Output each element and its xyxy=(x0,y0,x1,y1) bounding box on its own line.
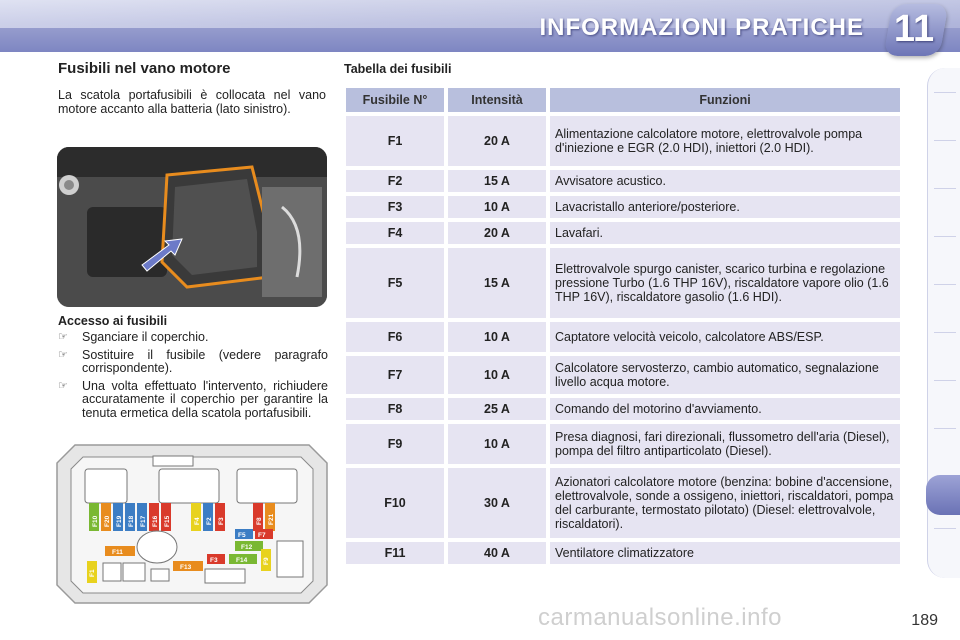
fuse-label: F21 xyxy=(268,513,275,525)
fuse-function: Azionatori calcolatore motore (benzina: bobine d'accensione, elettrovalvole, sonde a ossigeno, iniettori, riscaldatori, pompa del carburante, termostato pilotato) (Diesel: elettrovalvole, riscaldatori). xyxy=(550,468,900,538)
fuse-rating: 25 A xyxy=(448,398,546,420)
column-header: Funzioni xyxy=(550,88,900,112)
access-steps-list xyxy=(58,331,328,424)
step-text: Una volta effettuato l'intervento, richiudere accuratamente il coperchio per garantire la tenuta ermetica della scatola portafusibili. xyxy=(82,378,328,420)
pointing-hand-icon: ☞ xyxy=(58,348,68,361)
fuse-number: F9 xyxy=(346,424,444,464)
table-row xyxy=(346,322,900,352)
fuse-function: Avvisatore acustico. xyxy=(550,170,900,192)
fuse-number: F4 xyxy=(346,222,444,244)
table-row xyxy=(346,116,900,166)
table-row xyxy=(346,542,900,564)
fuse-function: Lavacristallo anteriore/posteriore. xyxy=(550,196,900,218)
fuse-label: F13 xyxy=(180,564,192,571)
fuse-function: Ventilatore climatizzatore xyxy=(550,542,900,564)
fuse-label: F14 xyxy=(236,557,248,564)
table-row xyxy=(346,196,900,218)
fuse-rating: 10 A xyxy=(448,196,546,218)
fuse-function: Calcolatore servosterzo, cambio automatico, segnalazione livello acqua motore. xyxy=(550,356,900,394)
fuse-label: F18 xyxy=(128,515,135,527)
fuse-function: Alimentazione calcolatore motore, elettrovalvole pompa d'iniezione e EGR (2.0 HDI), iniettori (2.0 HDI). xyxy=(550,116,900,166)
section-title: INFORMAZIONI PRATICHE xyxy=(539,14,864,41)
tab-divider xyxy=(934,140,956,141)
engine-bay-illustration xyxy=(57,147,327,307)
fuse-number: F7 xyxy=(346,356,444,394)
fuse-label: F11 xyxy=(112,549,123,556)
tab-divider xyxy=(934,332,956,333)
chapter-number: 11 xyxy=(893,8,935,50)
fuse-number: F10 xyxy=(346,468,444,538)
column-header: Fusibile N° xyxy=(346,88,444,112)
fuse-number: F5 xyxy=(346,248,444,318)
fuse-function: Presa diagnosi, fari direzionali, flussometro dell'aria (Diesel), pompa del filtro antiparticolato (Diesel). xyxy=(550,424,900,464)
fuse-label: F17 xyxy=(140,515,147,527)
fuse-rating: 15 A xyxy=(448,170,546,192)
fuse-label: F19 xyxy=(116,515,123,527)
table-row xyxy=(346,170,900,192)
fuse-label: F2 xyxy=(206,517,213,525)
fuse-label: F15 xyxy=(164,515,171,527)
watermark: carmanualsonline.info xyxy=(538,604,782,631)
fuse-label: F20 xyxy=(104,515,111,527)
page-heading: Fusibili nel vano motore xyxy=(58,60,231,77)
table-row xyxy=(346,356,900,394)
fuse-number: F3 xyxy=(346,196,444,218)
fuse-number: F11 xyxy=(346,542,444,564)
table-row xyxy=(346,222,900,244)
fuse-rating: 30 A xyxy=(448,468,546,538)
fuse-box-illustration xyxy=(55,443,329,605)
active-chapter-tab xyxy=(926,475,960,515)
fuse-number: F6 xyxy=(346,322,444,352)
fuse-label: F5 xyxy=(238,532,246,539)
fuse-number: F2 xyxy=(346,170,444,192)
fuse-label: F9 xyxy=(263,557,270,565)
table-title: Tabella dei fusibili xyxy=(344,62,452,76)
fuse-rating: 10 A xyxy=(448,424,546,464)
page-number: 189 xyxy=(911,612,938,629)
fuse-table xyxy=(342,84,904,568)
fuse-label: F1 xyxy=(89,569,96,577)
fuse-label: F8 xyxy=(256,517,263,525)
fuse-box-diagram xyxy=(55,443,329,605)
fuse-function: Lavafari. xyxy=(550,222,900,244)
fuse-rating: 40 A xyxy=(448,542,546,564)
table-header-row xyxy=(346,88,900,112)
fuse-rating: 15 A xyxy=(448,248,546,318)
fuse-label: F16 xyxy=(152,515,159,527)
fuse-number: F1 xyxy=(346,116,444,166)
tab-divider xyxy=(934,188,956,189)
step-text: Sostituire il fusibile (vedere paragrafo corrispondente). xyxy=(82,347,328,375)
tab-divider xyxy=(934,428,956,429)
tab-divider xyxy=(934,284,956,285)
pointing-hand-icon: ☞ xyxy=(58,379,68,392)
table-row xyxy=(346,398,900,420)
fuse-label: F3 xyxy=(218,517,225,525)
fuse-rating: 10 A xyxy=(448,322,546,352)
fuse-label: F7 xyxy=(258,532,266,539)
table-row xyxy=(346,468,900,538)
intro-paragraph: La scatola portafusibili è collocata nel vano motore accanto alla batteria (lato sinistro). xyxy=(58,88,326,116)
fuse-label: F10 xyxy=(92,515,99,527)
column-header: Intensità xyxy=(448,88,546,112)
table-row xyxy=(346,424,900,464)
list-item xyxy=(58,380,328,421)
table-row xyxy=(346,248,900,318)
tab-divider xyxy=(934,528,956,529)
fuse-function: Captatore velocità veicolo, calcolatore ABS/ESP. xyxy=(550,322,900,352)
fuse-rating: 20 A xyxy=(448,222,546,244)
engine-bay-photo xyxy=(57,147,327,307)
step-text: Sganciare il coperchio. xyxy=(82,330,209,344)
fuse-function: Elettrovalvole spurgo canister, scarico turbina e regolazione pressione Turbo (1.6 THP 16V), riscaldatore vapore olio (1.6 THP 16V), riscaldatore gasolio (1.6 HDI). xyxy=(550,248,900,318)
fuse-label: F4 xyxy=(194,517,201,525)
list-item xyxy=(58,331,328,345)
tab-divider xyxy=(934,380,956,381)
tab-divider xyxy=(934,92,956,93)
fuse-rating: 20 A xyxy=(448,116,546,166)
tab-divider xyxy=(934,236,956,237)
fuse-label: F12 xyxy=(241,544,253,551)
fuse-rating: 10 A xyxy=(448,356,546,394)
fuse-function: Comando del motorino d'avviamento. xyxy=(550,398,900,420)
pointing-hand-icon: ☞ xyxy=(58,331,68,343)
list-item xyxy=(58,349,328,376)
fuse-label: F3 xyxy=(210,557,218,564)
fuse-number: F8 xyxy=(346,398,444,420)
access-title: Accesso ai fusibili xyxy=(58,314,168,328)
